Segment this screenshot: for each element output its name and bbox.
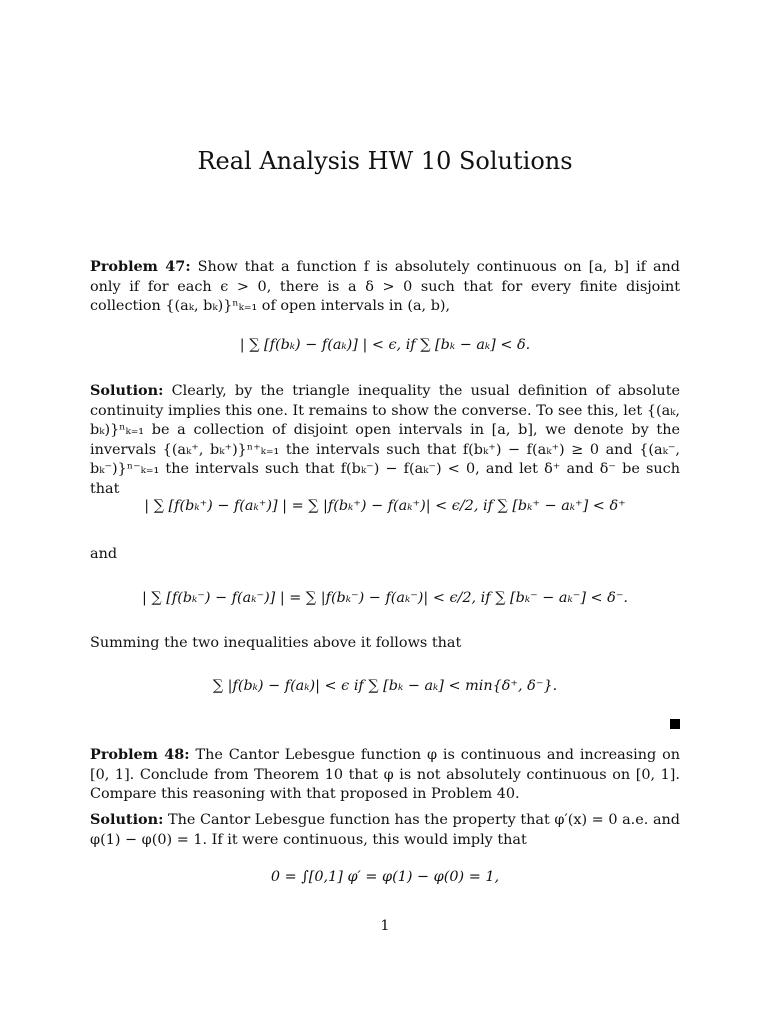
page-title: Real Analysis HW 10 Solutions: [197, 147, 573, 175]
solution-48-display-equation: 0 = ∫[0,1] φ′ = φ(1) − φ(0) = 1,: [270, 869, 500, 885]
problem-47-label: Problem 47:: [90, 258, 191, 275]
page-number: 1: [380, 918, 390, 934]
solution-47-display-minus: | ∑ [f(bₖ⁻) − f(aₖ⁻)] | = ∑ |f(bₖ⁻) − f(aₖ⁻)| < ϵ/2, if ∑ [bₖ⁻ − aₖ⁻] < δ⁻.: [142, 590, 628, 606]
qed-square-icon: [670, 719, 680, 729]
problem-47: [90, 257, 680, 317]
problem-47-display-equation: | ∑ [f(bₖ) − f(aₖ)] | < ϵ, if ∑ [bₖ − aₖ] < δ.: [239, 337, 531, 353]
solution-47-display-sum: ∑ |f(bₖ) − f(aₖ)| < ϵ if ∑ [bₖ − aₖ] < min{δ⁺, δ⁻}.: [212, 678, 558, 694]
and-text: and: [90, 546, 118, 562]
problem-48-label: Problem 48:: [90, 746, 190, 763]
problem-48: [90, 745, 680, 805]
problem-48-statement: The Cantor Lebesgue function φ is continuous and increasing on [0, 1]. Conclude from Theorem 10 that φ is not absolutely continuous on [0, 1]. Compare this reasoning with that proposed in Problem 40.: [90, 747, 681, 802]
solution-47: [90, 381, 680, 499]
solution-47-display-plus: | ∑ [f(bₖ⁺) − f(aₖ⁺)] | = ∑ |f(bₖ⁺) − f(aₖ⁺)| < ϵ/2, if ∑ [bₖ⁺ − aₖ⁺] < δ⁺: [144, 498, 626, 514]
solution-47-text: Clearly, by the triangle inequality the usual definition of absolute continuity implies this one. It remains to show the converse. To see this, let {(aₖ, bₖ)}ⁿₖ₌₁ be a collection of disjoint open intervals in [a, b], we denote by the invervals {(aₖ⁺, bₖ⁺)}ⁿ⁺ₖ₌₁ the intervals such that f(bₖ⁺) − f(aₖ⁺) ≥ 0 and {(aₖ⁻, bₖ⁻)}ⁿ⁻ₖ₌₁ the intervals such that f(bₖ⁻) − f(aₖ⁻) < 0, and let δ⁺ and δ⁻ be such that: [90, 383, 680, 497]
summing-text: Summing the two inequalities above it follows that: [90, 635, 462, 651]
solution-48-text: The Cantor Lebesgue function has the property that φ′(x) = 0 a.e. and φ(1) − φ(0) = 1. If it were continuous, this would imply that: [90, 812, 680, 848]
solution-47-label: Solution:: [90, 382, 164, 399]
solution-48-label: Solution:: [90, 811, 164, 828]
solution-48: [90, 810, 680, 850]
problem-47-statement: Show that a function f is absolutely continuous on [a, b] if and only if for each ϵ > 0, there is a δ > 0 such that for every finite disjoint collection {(aₖ, bₖ)}ⁿₖ₌₁ of open intervals in (a, b),: [90, 259, 681, 314]
